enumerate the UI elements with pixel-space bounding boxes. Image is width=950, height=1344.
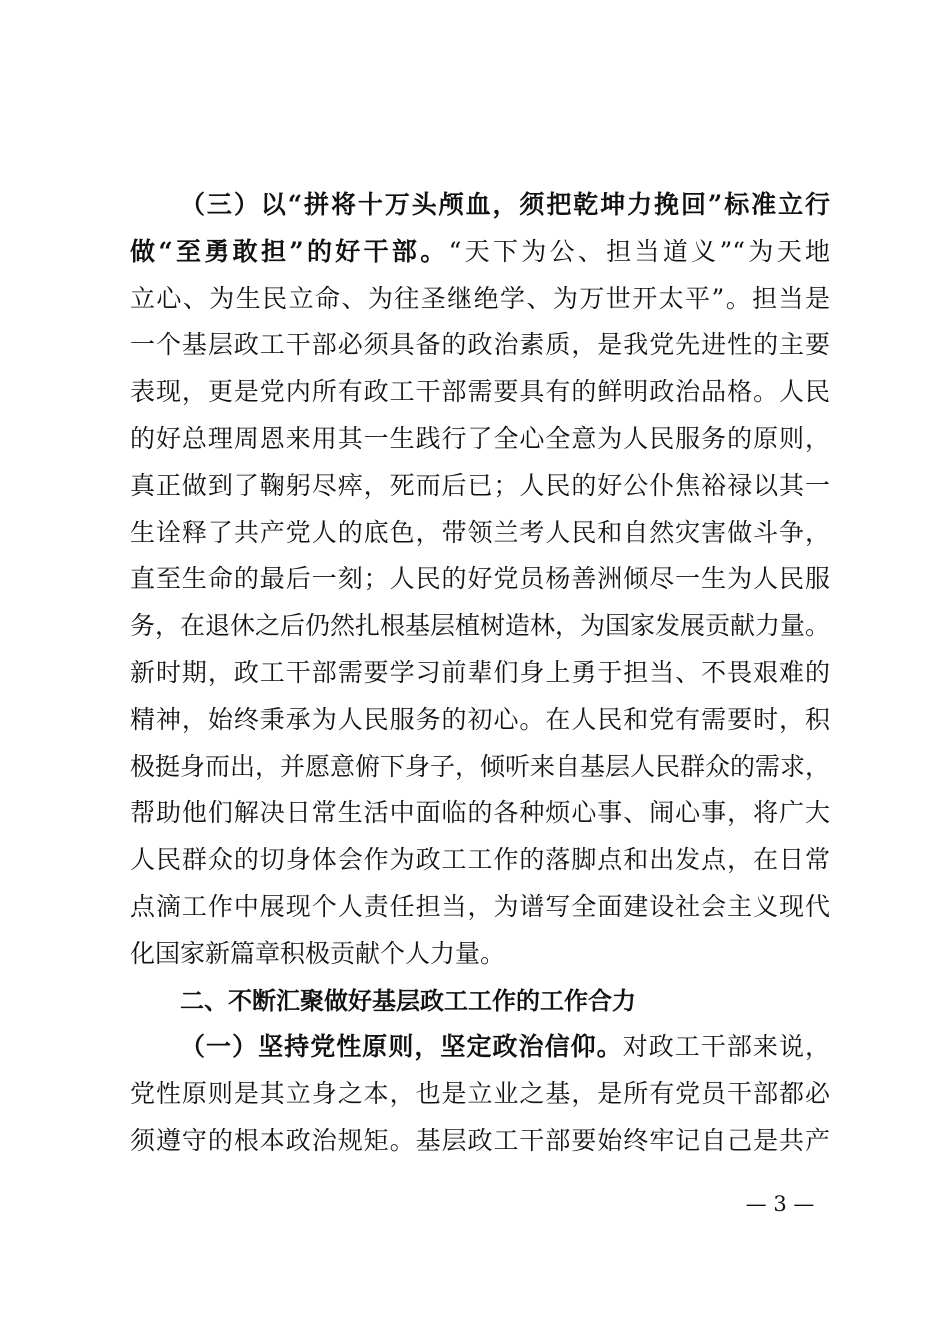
paragraph-2-line-1 [130, 1024, 830, 1071]
paragraph-1-line-1 [130, 182, 830, 229]
paragraph-2-bold-lead: （一）坚持党性原则，坚定政治信仰。 [180, 1032, 623, 1062]
document-body [130, 182, 830, 1165]
paragraph-1-line-4: 一个基层政工干部必须具备的政治素质，是我党先进性的主要 [130, 330, 830, 360]
paragraph-1-line-2-rest: “天下为公、担当道义”“为天地 [448, 236, 831, 266]
page-number: — 3 — [745, 1192, 815, 1216]
paragraph-1-bold-lead-end: 做“至勇敢担”的好干部。 [130, 236, 449, 266]
paragraph-1-line-6: 的好总理周恩来用其一生践行了全心全意为人民服务的原则， [130, 423, 830, 453]
paragraph-1-line-9: 直至生命的最后一刻；人民的好党员杨善洲倾尽一生为人民服 [130, 564, 830, 594]
paragraph-1-line-8: 生诠释了共产党人的底色，带领兰考人民和自然灾害做斗争， [130, 517, 830, 547]
paragraph-1-line-10: 务，在退休之后仍然扎根基层植树造林，为国家发展贡献力量。 [130, 611, 831, 641]
paragraph-1-line-7: 真正做到了鞠躬尽瘁，死而后已；人民的好公仆焦裕禄以其一 [130, 470, 830, 500]
paragraph-1-line-17: 化国家新篇章积极贡献个人力量。 [130, 938, 506, 968]
paragraph-1-line-15: 人民群众的切身体会作为政工工作的落脚点和出发点，在日常 [130, 845, 830, 875]
paragraph-2-line-2: 党性原则是其立身之本，也是立业之基，是所有党员干部都必 [130, 1079, 830, 1109]
paragraph-1-line-3: 立心、为生民立命、为往圣继绝学、为万世开太平”。担当是 [130, 283, 830, 313]
paragraph-1-line-14: 帮助他们解决日常生活中面临的各种烦心事、闹心事，将广大 [130, 798, 830, 828]
section-heading: 二、不断汇聚做好基层政工工作的工作合力 [180, 986, 636, 1015]
paragraph-1-line-2 [130, 229, 830, 276]
paragraph-1-line-5: 表现，更是党内所有政工干部需要具有的鲜明政治品格。人民 [130, 377, 830, 407]
paragraph-2-line-3: 须遵守的根本政治规矩。基层政工干部要始终牢记自己是共产 [130, 1125, 830, 1155]
paragraph-1-line-13: 极挺身而出，并愿意俯下身子，倾听来自基层人民群众的需求， [130, 751, 831, 781]
paragraph-2-line-1-rest: 对政工干部来说， [622, 1032, 830, 1062]
paragraph-1-line-12: 精神，始终秉承为人民服务的初心。在人民和党有需要时，积 [130, 704, 830, 734]
paragraph-1-line-11: 新时期，政工干部需要学习前辈们身上勇于担当、不畏艰难的 [130, 657, 830, 687]
paragraph-1-bold-lead: （三）以“拼将十万头颅血，须把乾坤力挽回”标准立行 [180, 190, 830, 219]
paragraph-1-line-16: 点滴工作中展现个人责任担当，为谱写全面建设社会主义现代 [130, 891, 830, 921]
